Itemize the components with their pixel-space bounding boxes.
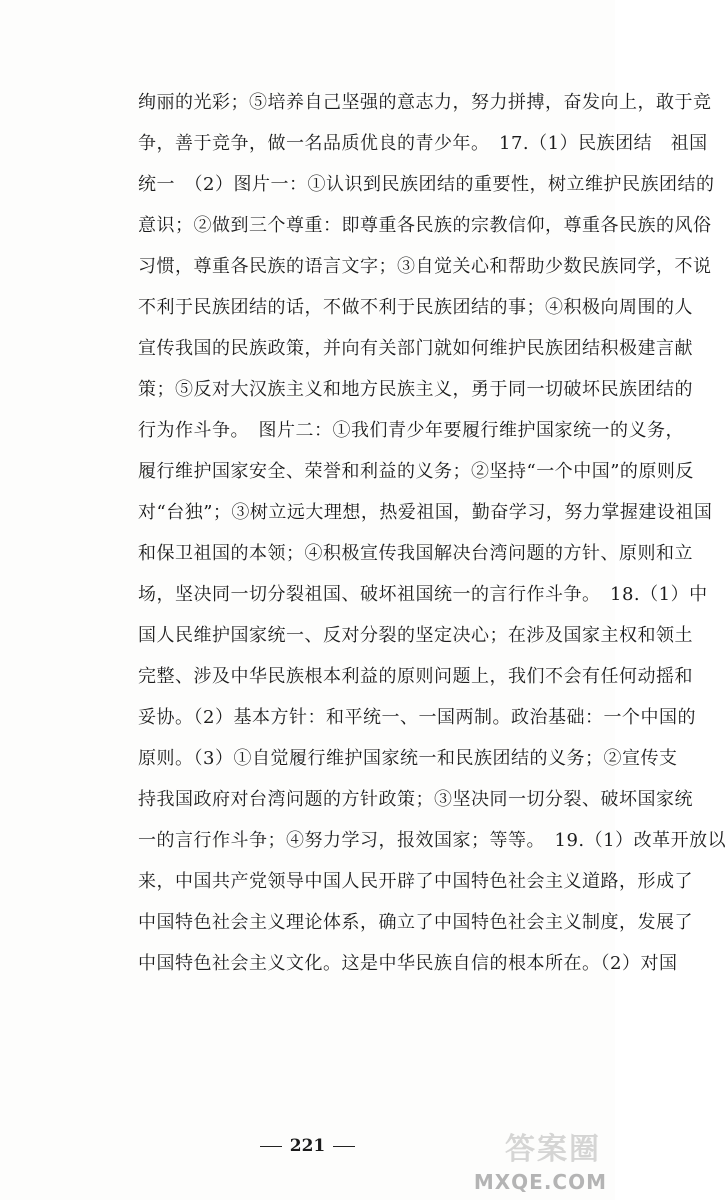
text-line: 持我国政府对台湾问题的方针政策；③坚决同一切分裂、破坏国家统 — [138, 789, 693, 810]
watermark-logo — [505, 1124, 601, 1168]
text-line: 统一 （2）图片一：①认识到民族团结的重要性，树立维护民族团结的 — [138, 174, 715, 195]
text-line: 妥协。（2）基本方针：和平统一、一国两制。政治基础：一个中国的 — [138, 707, 696, 728]
text-line: 一的言行作斗争；④努力学习，报效国家；等等。 19.（1）改革开放以 — [138, 830, 726, 851]
watermark-site-text: MXQE.COM — [473, 1170, 607, 1194]
text-line: 不利于民族团结的话，不做不利于民族团结的事；④积极向周围的人 — [138, 297, 693, 318]
watermark-logo-text: 答案圈 — [505, 1132, 601, 1167]
text-line: 来，中国共产党领导中国人民开辟了中国特色社会主义道路，形成了 — [138, 871, 693, 892]
text-line: 绚丽的光彩；⑤培养自己坚强的意志力，努力拼搏，奋发向上，敢于竞 — [138, 92, 712, 113]
text-line: 完整、涉及中华民族根本利益的原则问题上，我们不会有任何动摇和 — [138, 666, 693, 687]
text-line: 和保卫祖国的本领；④积极宣传我国解决台湾问题的方针、原则和立 — [138, 543, 693, 564]
page-number-dash-right — [333, 1146, 355, 1147]
watermark-site — [474, 1170, 607, 1194]
text-line: 意识；②做到三个尊重：即尊重各民族的宗教信仰，尊重各民族的风俗 — [138, 215, 712, 236]
answer-text-block — [138, 82, 726, 984]
text-line: 中国特色社会主义文化。这是中华民族自信的根本所在。（2）对国 — [138, 953, 678, 974]
text-line: 履行维护国家安全、荣誉和利益的义务；②坚持“一个中国”的原则反 — [138, 461, 694, 482]
text-line: 原则。（3）①自觉履行维护国家统一和民族团结的义务；②宣传支 — [138, 748, 678, 769]
text-line: 场，坚决同一切分裂祖国、破坏祖国统一的言行作斗争。 18.（1）中 — [138, 584, 708, 605]
text-line: 习惯，尊重各民族的语言文字；③自觉关心和帮助少数民族同学，不说 — [138, 256, 712, 277]
page-number-value: 221 — [289, 1136, 326, 1156]
text-line: 争，善于竞争，做一名品质优良的青少年。 17.（1）民族团结 祖国 — [138, 133, 708, 154]
text-line: 策；⑤反对大汉族主义和地方民族主义，勇于同一切破坏民族团结的 — [138, 379, 693, 400]
text-line: 对“台独”；③树立远大理想，热爱祖国，勤奋学习，努力掌握建设祖国 — [138, 502, 713, 523]
text-line: 中国特色社会主义理论体系，确立了中国特色社会主义制度，发展了 — [138, 912, 693, 933]
text-line: 国人民维护国家统一、反对分裂的坚定决心；在涉及国家主权和领土 — [138, 625, 693, 646]
page-number-dash-left — [260, 1146, 282, 1147]
text-line: 宣传我国的民族政策，并向有关部门就如何维护民族团结积极建言献 — [138, 338, 693, 359]
text-line: 行为作斗争。 图片二：①我们青少年要履行维护国家统一的义务， — [138, 420, 684, 441]
